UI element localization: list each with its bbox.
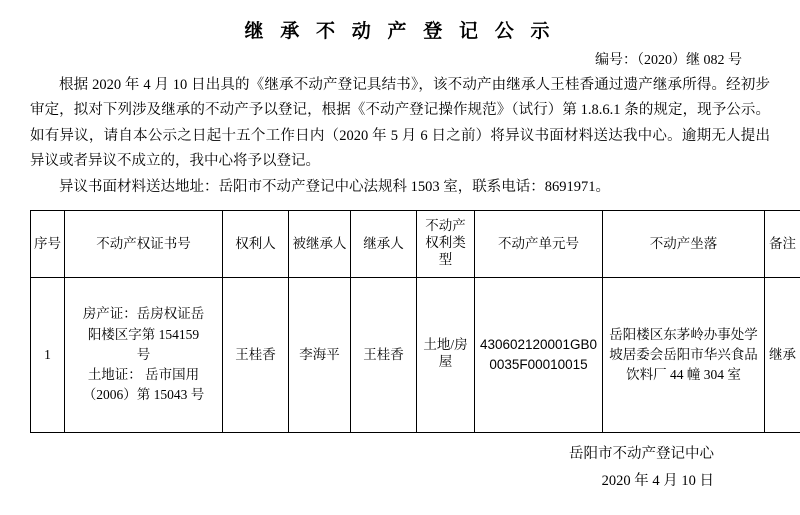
cell-unit-number: 430602120001GB00035F00010015 (475, 277, 603, 432)
header-cert (65, 210, 223, 277)
cell-location: 岳阳楼区东茅岭办事处学坡居委会岳阳市华兴食品饮料厂 44 幢 304 室 (603, 277, 765, 432)
property-table (30, 210, 800, 433)
paragraph-main: 根据 2020 年 4 月 10 日出具的《继承不动产登记具结书》，该不动产由继承人王桂香通过遗产继承所得。经初步审定，拟对下列涉及继承的不动产予以登记，根据《不动产登记操作规范》（试行）第 1.8.6.1 条的规定，现予公示。如有异议，请自本公示之日起十五个工作日内（2020 年 5 月 6 日之前）将异议书面材料送达我中心。逾期无人提出异议或者异议不成立的，我中心将予以登记。 (30, 73, 770, 175)
cell-heir: 王桂香 (351, 277, 417, 432)
header-inherited-from (289, 210, 351, 277)
cert-line-3: 号 (68, 345, 219, 365)
table-row (31, 277, 800, 432)
header-note (765, 210, 800, 277)
header-unit-number-label: 不动产单元号 (498, 236, 579, 253)
paragraph-address: 异议书面材料送达地址：岳阳市不动产登记中心法规科 1503 室，联系电话：8691971。 (30, 175, 770, 200)
document-page (0, 16, 800, 515)
header-property-type (417, 210, 475, 277)
page-title: 继 承 不 动 产 登 记 公 示 (30, 16, 770, 43)
note-label: 继承 (769, 347, 796, 364)
footer-issuer: 岳阳市不动产登记中心 (30, 441, 714, 469)
header-heir-label: 继承人 (363, 236, 404, 253)
document-number: 编号：（2020）继 082 号 (30, 49, 742, 69)
header-owner (223, 210, 289, 277)
cell-cert (65, 277, 223, 432)
header-property-type-label: 不动产权利类型 (420, 218, 471, 269)
property-type-label: 土地/房屋 (420, 337, 471, 371)
header-owner-label: 权利人 (235, 236, 276, 253)
cell-property-type (417, 277, 475, 432)
header-location (603, 210, 765, 277)
cell-note (765, 277, 800, 432)
header-location-label: 不动产坐落 (650, 236, 718, 253)
footer-date: 2020 年 4 月 10 日 (30, 468, 714, 496)
table-header-row (31, 210, 800, 277)
header-inherited-from-label: 被继承人 (293, 236, 347, 253)
header-unit-number (475, 210, 603, 277)
header-seq-label: 序号 (34, 236, 61, 253)
header-cert-label: 不动产权证书号 (96, 236, 191, 253)
cell-inherited-from: 李海平 (289, 277, 351, 432)
header-note-label: 备注 (769, 236, 796, 253)
cert-line-5: （2006）第 15043 号 (68, 385, 219, 405)
document-footer (30, 441, 770, 496)
header-heir (351, 210, 417, 277)
cell-seq: 1 (31, 277, 65, 432)
cert-line-1: 房产证：岳房权证岳 (68, 304, 219, 324)
cert-line-2: 阳楼区字第 154159 (68, 325, 219, 345)
header-seq (31, 210, 65, 277)
cert-line-4: 土地证： 岳市国用 (68, 365, 219, 385)
cell-owner: 王桂香 (223, 277, 289, 432)
